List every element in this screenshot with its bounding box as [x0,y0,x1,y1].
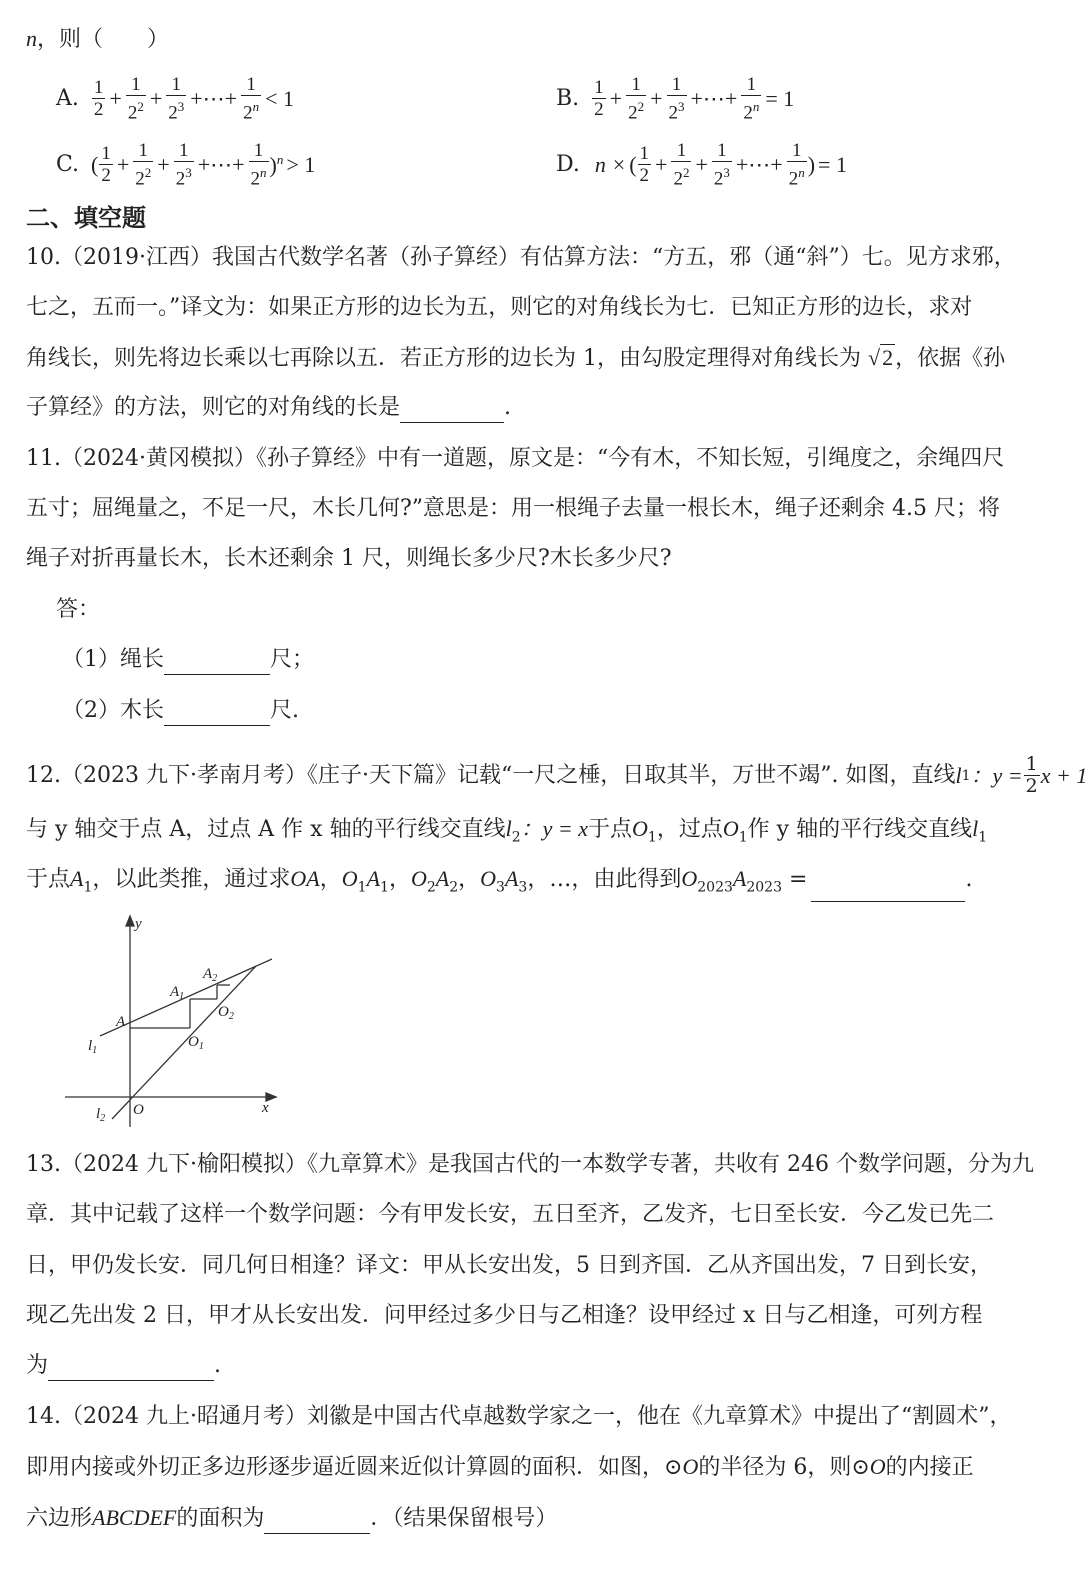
fig-o1-label: $O_1$ [188,1034,204,1052]
q12-answer-blank[interactable] [811,879,965,902]
q11-line-3: 绳子对折再量长木，长木还剩余 1 尺，则绳长多少尺?木长多少尺? [26,546,672,571]
q10-line-3: 角线长，则先将边长乘以七再除以五．若正方形的边长为 1，由勾股定理得对角线长为 √2，依据《孙 [26,345,1006,371]
q13-line-5: 为 . [26,1351,221,1381]
fig-y-label: y [135,916,142,932]
q12-figure [60,912,290,1132]
line-l1 [100,959,272,1036]
q14-area-blank[interactable] [264,1511,370,1534]
fig-o2-label: $O_2$ [218,1004,234,1022]
fig-a-label: A [116,1014,126,1030]
frac: $\frac{1}{2}$ [639,143,650,187]
q13-equation-blank[interactable] [48,1358,214,1381]
q12-line-2: 与 y 轴交于点 A，过点 A 作 x 轴的平行线交直线$l_2$：y = x于点$O_1$，过点$O_1$作 y 轴的平行线交直线$l_1$ [26,816,988,846]
y-axis-arrow [126,916,134,926]
fig-a2-label: $A_2$ [203,966,218,984]
q9-option-d[interactable]: D. n × ( $\frac{1}{2}$ + $\frac{1}{2^2}$ + $\frac{1}{2^3}$ +⋯+ $\frac{1}{2^n}$ ) = 1 [556,140,850,189]
sqrt-two: √2 [868,345,894,370]
q11-line-2: 五寸；屈绳量之，不足一尺，木长几何?”意思是：用一根绳子去量一根长木，绳子还剩余 4.5 尺；将 [26,496,1001,521]
frac: $\frac{1}{2^2}$ [135,140,152,190]
frac: $\frac{1}{2^3}$ [175,140,192,190]
option-d-expression: n × ( $\frac{1}{2}$ + $\frac{1}{2^2}$ + $\frac{1}{2^3}$ +⋯+ $\frac{1}{2^n}$ ) = 1 [594,140,847,190]
circle-o-symbol: ⊙ [664,1455,683,1480]
q9-option-c[interactable]: C. ( $\frac{1}{2}$ + $\frac{1}{2^2}$ + $\frac{1}{2^3}$ +⋯+ $\frac{1}{2^n}$ )$^n$ > 1 [56,140,318,189]
frac: $\frac{1}{2^2}$ [673,140,690,190]
q14-line-2: 即用内接或外切正多边形逐步逼近圆来近似计算圆的面积．如图，⊙O的半径为 6，则⊙O的内接正 [26,1454,974,1480]
q14-line-3: 六边形ABCDEF的面积为 ．（结果保留根号） [26,1503,557,1534]
q11-sub-1: （1）绳长 尺； [62,645,314,675]
frac: $\frac{1}{2^n}$ [243,74,260,124]
frac: $\frac{1}{2^2}$ [628,74,645,124]
q11-answer-label: 答： [56,597,101,622]
q10-answer-blank[interactable] [400,400,504,423]
q9-option-b[interactable]: B. $\frac{1}{2}$ + $\frac{1}{2^2}$ + $\frac{1}{2^3}$ +⋯+ $\frac{1}{2^n}$ = 1 [556,74,797,123]
frac: $\frac{1}{2^n}$ [743,74,760,124]
q9-var-n: n [26,26,37,51]
fig-x-label: x [262,1100,269,1116]
q11-wood-blank[interactable] [164,703,270,726]
q9-option-a[interactable]: A. $\frac{1}{2}$ + $\frac{1}{2^2}$ + $\frac{1}{2^3}$ +⋯+ $\frac{1}{2^n}$ < 1 [56,74,297,123]
q12-line-1: 12.（2023 九下·孝南月考）《庄子·天下篇》记载“一尺之棰，日取其半，万世不竭”. 如图，直线 l 1 ：y = $\frac{1}{2}$ x + 1 [26,753,1087,797]
frac: $\frac{1}{2^n}$ [788,140,805,190]
fig-l2-label: $l_2$ [96,1106,106,1124]
circle-o-symbol: ⊙ [851,1455,870,1480]
option-c-expression: ( $\frac{1}{2}$ + $\frac{1}{2^2}$ + $\frac{1}{2^3}$ +⋯+ $\frac{1}{2^n}$ )$^n$ > 1 [91,140,316,190]
q11-sub-2: （2）木长 尺. [62,696,299,726]
frac: $\frac{1}{2^2}$ [127,74,144,124]
q13-line-2: 章．其中记载了这样一个数学问题：今有甲发长安，五日至齐，乙发齐，七日至长安．今乙发已先二 [26,1202,995,1227]
q9-stem-tail: n，则（ ） [26,26,170,52]
fig-l1-label: $l_1$ [88,1038,98,1056]
fig-o-label: O [133,1102,144,1118]
q13-line-3: 日，甲仍发长安．同几何日相逢？译文：甲从长安出发，5 日到齐国．乙从齐国出发，7 日到长安， [26,1253,992,1278]
q14-line-1: 14.（2024 九上·昭通月考）刘徽是中国古代卓越数学家之一，他在《九章算术》中提出了“割圆术”， [26,1404,1012,1429]
frac: $\frac{1}{2}$ [93,77,104,121]
section-title: 二、填空题 [26,204,146,232]
line-l2 [112,966,256,1119]
option-b-expression: $\frac{1}{2}$ + $\frac{1}{2^2}$ + $\frac{1}{2^3}$ +⋯+ $\frac{1}{2^n}$ = 1 [594,74,795,124]
q10-line-2: 七之，五而一。”译文为：如果正方形的边长为五，则它的对角线长为七．已知正方形的边长，求对 [26,295,973,320]
q13-line-4: 现乙先出发 2 日，甲才从长安出发．问甲经过多少日与乙相逢？设甲经过 x 日与乙相逢，可列方程 [26,1303,983,1328]
option-a-expression: $\frac{1}{2}$ + $\frac{1}{2^2}$ + $\frac{1}{2^3}$ +⋯+ $\frac{1}{2^n}$ < 1 [93,74,294,124]
frac: $\frac{1}{2}$ [594,77,604,121]
q11-line-1: 11.（2024·黄冈模拟）《孙子算经》中有一道题，原文是：“今有木，不知长短，引绳度之，余绳四尺 [26,446,1005,471]
frac: $\frac{1}{2}$ [101,143,111,187]
frac: $\frac{1}{2^3}$ [668,74,685,124]
frac: $\frac{1}{2^n}$ [250,140,267,190]
q10-line-1: 10.（2019·江西）我国古代数学名著（孙子算经）有估算方法：“方五，邪（通“斜”）七。见方求邪， [26,245,1016,270]
fig-a1-label: $A_1$ [170,984,185,1002]
frac: $\frac{1}{2^3}$ [168,74,185,124]
frac-half: $\frac{1}{2}$ [1025,753,1038,797]
q11-rope-blank[interactable] [164,652,270,675]
q12-line-3: 于点$A_1$，以此类推，通过求OA，$O_1A_1$，$O_2A_2$，$O_3A_3$，…，由此得到$O_{2023}A_{2023}$ = . [26,864,972,902]
q10-line-4: 子算经》的方法，则它的对角线的长是 . [26,393,511,423]
q13-line-1: 13.（2024 九下·榆阳模拟）《九章算术》是我国古代的一本数学专著，共收有 246 个数学问题，分为九 [26,1152,1034,1177]
frac: $\frac{1}{2^3}$ [713,140,730,190]
